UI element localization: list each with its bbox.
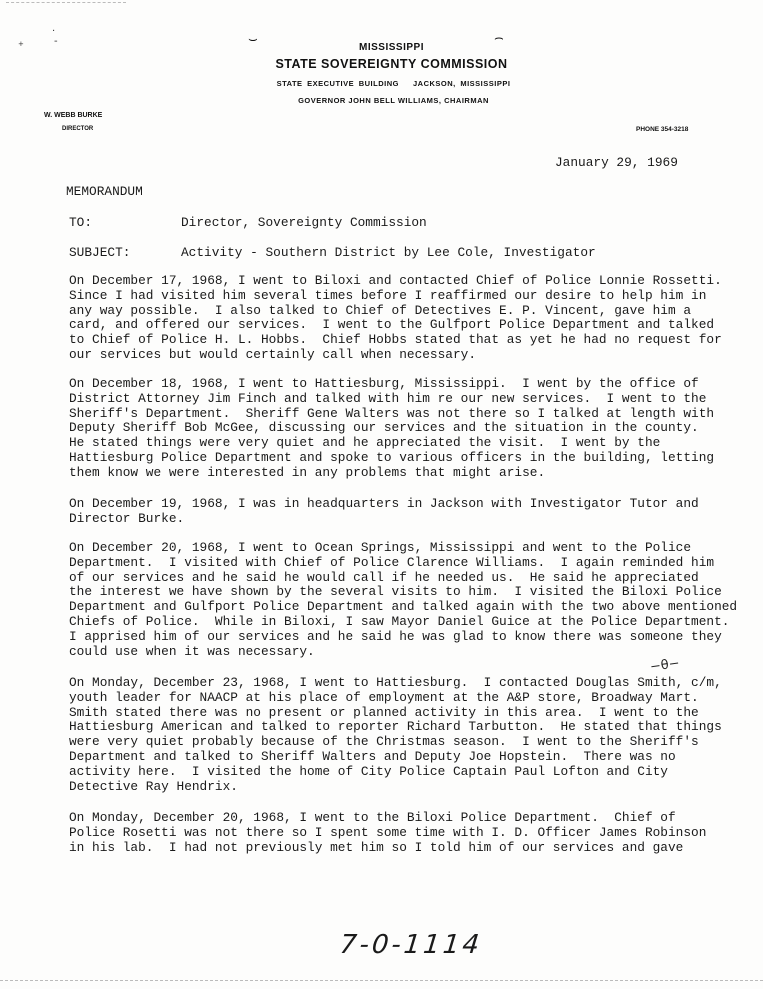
paragraph-dec-23: On Monday, December 23, 1968, I went to Hattiesburg. I contacted Douglas Smith, c/m, youth leader for NAACP at his place of employment at the A&P store, Broadway Mart. Smith stated there was no present or planned activity in this area. I went to the Hattiesburg American and talked to reporter Richard Tarbutton. He stated that things were very quiet probably because of the Christmas season. I went to the Sheriff's Department and talked to Sheriff Walters and Deputy Joe Hopstein. There was no activity here. I visited the home of City Police Captain Paul Lofton and City Detective Ray Hendrix. xyxy=(69,675,722,794)
scan-edge-bottom xyxy=(0,980,763,989)
paragraph-dec-20: On December 20, 1968, I went to Ocean Springs, Mississippi and went to the Police Department. I visited with Chief of Police Clarence Williams. I again reminded him of our services and he said he would call if he needed us. He said he appreciated the interest we have shown by the several visits to him. I visited the Biloxi Police Department and Gulfport Police Department and talked again with the two above mentioned Chiefs of Police. While in Biloxi, I saw Mayor Daniel Guice at the Police Department. I apprised him of our services and he said he was glad to know there was someone they could use when it was necessary. xyxy=(69,540,738,659)
scan-speck: + xyxy=(18,40,24,48)
bird-emblem-left-icon: ⌣ xyxy=(248,30,258,48)
director-title: DIRECTOR xyxy=(62,126,94,132)
letterhead-commission: STATE SOVEREIGNTY COMMISSION xyxy=(275,57,508,71)
memo-heading: MEMORANDUM xyxy=(66,184,143,199)
scan-speck: - xyxy=(54,36,58,47)
subject-label: SUBJECT: xyxy=(69,245,131,260)
memo-date: January 29, 1969 xyxy=(555,155,678,170)
bird-emblem-right-icon: ⌢ xyxy=(494,28,504,46)
scan-edge xyxy=(6,2,126,3)
phone-number: PHONE 354-3218 xyxy=(636,126,689,133)
paragraph-dec-19: On December 19, 1968, I was in headquarters in Jackson with Investigator Tutor and Director Burke. xyxy=(69,496,699,526)
letterhead-governor: GOVERNOR JOHN BELL WILLIAMS, CHAIRMAN xyxy=(298,96,489,105)
paragraph-dec-18: On December 18, 1968, I went to Hattiesburg, Mississippi. I went by the office of District Attorney Jim Finch and talked with him re our new services. I went to the Sheriff's Department. Sheriff Gene Walters was not there so I talked at length with Deputy Sheriff Bob McGee, discussing our services and the situation in the county. He stated things were very quiet and he appreciated the visit. I went by the Hattiesburg Police Department and spoke to various officers in the building, letting them know we were interested in any problems that might arise. xyxy=(69,376,715,480)
handwritten-mark: −θ− xyxy=(649,656,681,675)
letterhead-city: JACKSON, MISSISSIPPI xyxy=(412,79,511,88)
letterhead-building: STATE EXECUTIVE BUILDING xyxy=(276,79,399,88)
scan-speck: · xyxy=(52,26,56,37)
to-recipient: Director, Sovereignty Commission xyxy=(181,215,427,230)
letterhead-state: MISSISSIPPI xyxy=(359,42,424,53)
director-name: W. WEBB BURKE xyxy=(44,112,103,119)
letterhead-address xyxy=(12,79,763,88)
paragraph-dec-20-biloxi: On Monday, December 20, 1968, I went to the Biloxi Police Department. Chief of Police Rosetti was not there so I spent some time with I. D. Officer James Robinson in his lab. I had not previously met him so I told him of our services and gave xyxy=(69,810,707,855)
file-number: 7-0-1114 xyxy=(338,930,484,960)
to-label: TO: xyxy=(69,215,93,230)
paragraph-dec-17: On December 17, 1968, I went to Biloxi and contacted Chief of Police Lonnie Rossetti. Since I had visited him several times before I reaffirmed our desire to help him in any way possible. I also talked to Chief of Detectives E. P. Vincent, gave him a card, and offered our services. I went to the Gulfport Police Department and talked to Chief of Police H. L. Hobbs. Chief Hobbs stated that as yet he had no request for our services but would certainly call when necessary. xyxy=(69,273,722,362)
subject-text: Activity - Southern District by Lee Cole, Investigator xyxy=(181,245,596,260)
